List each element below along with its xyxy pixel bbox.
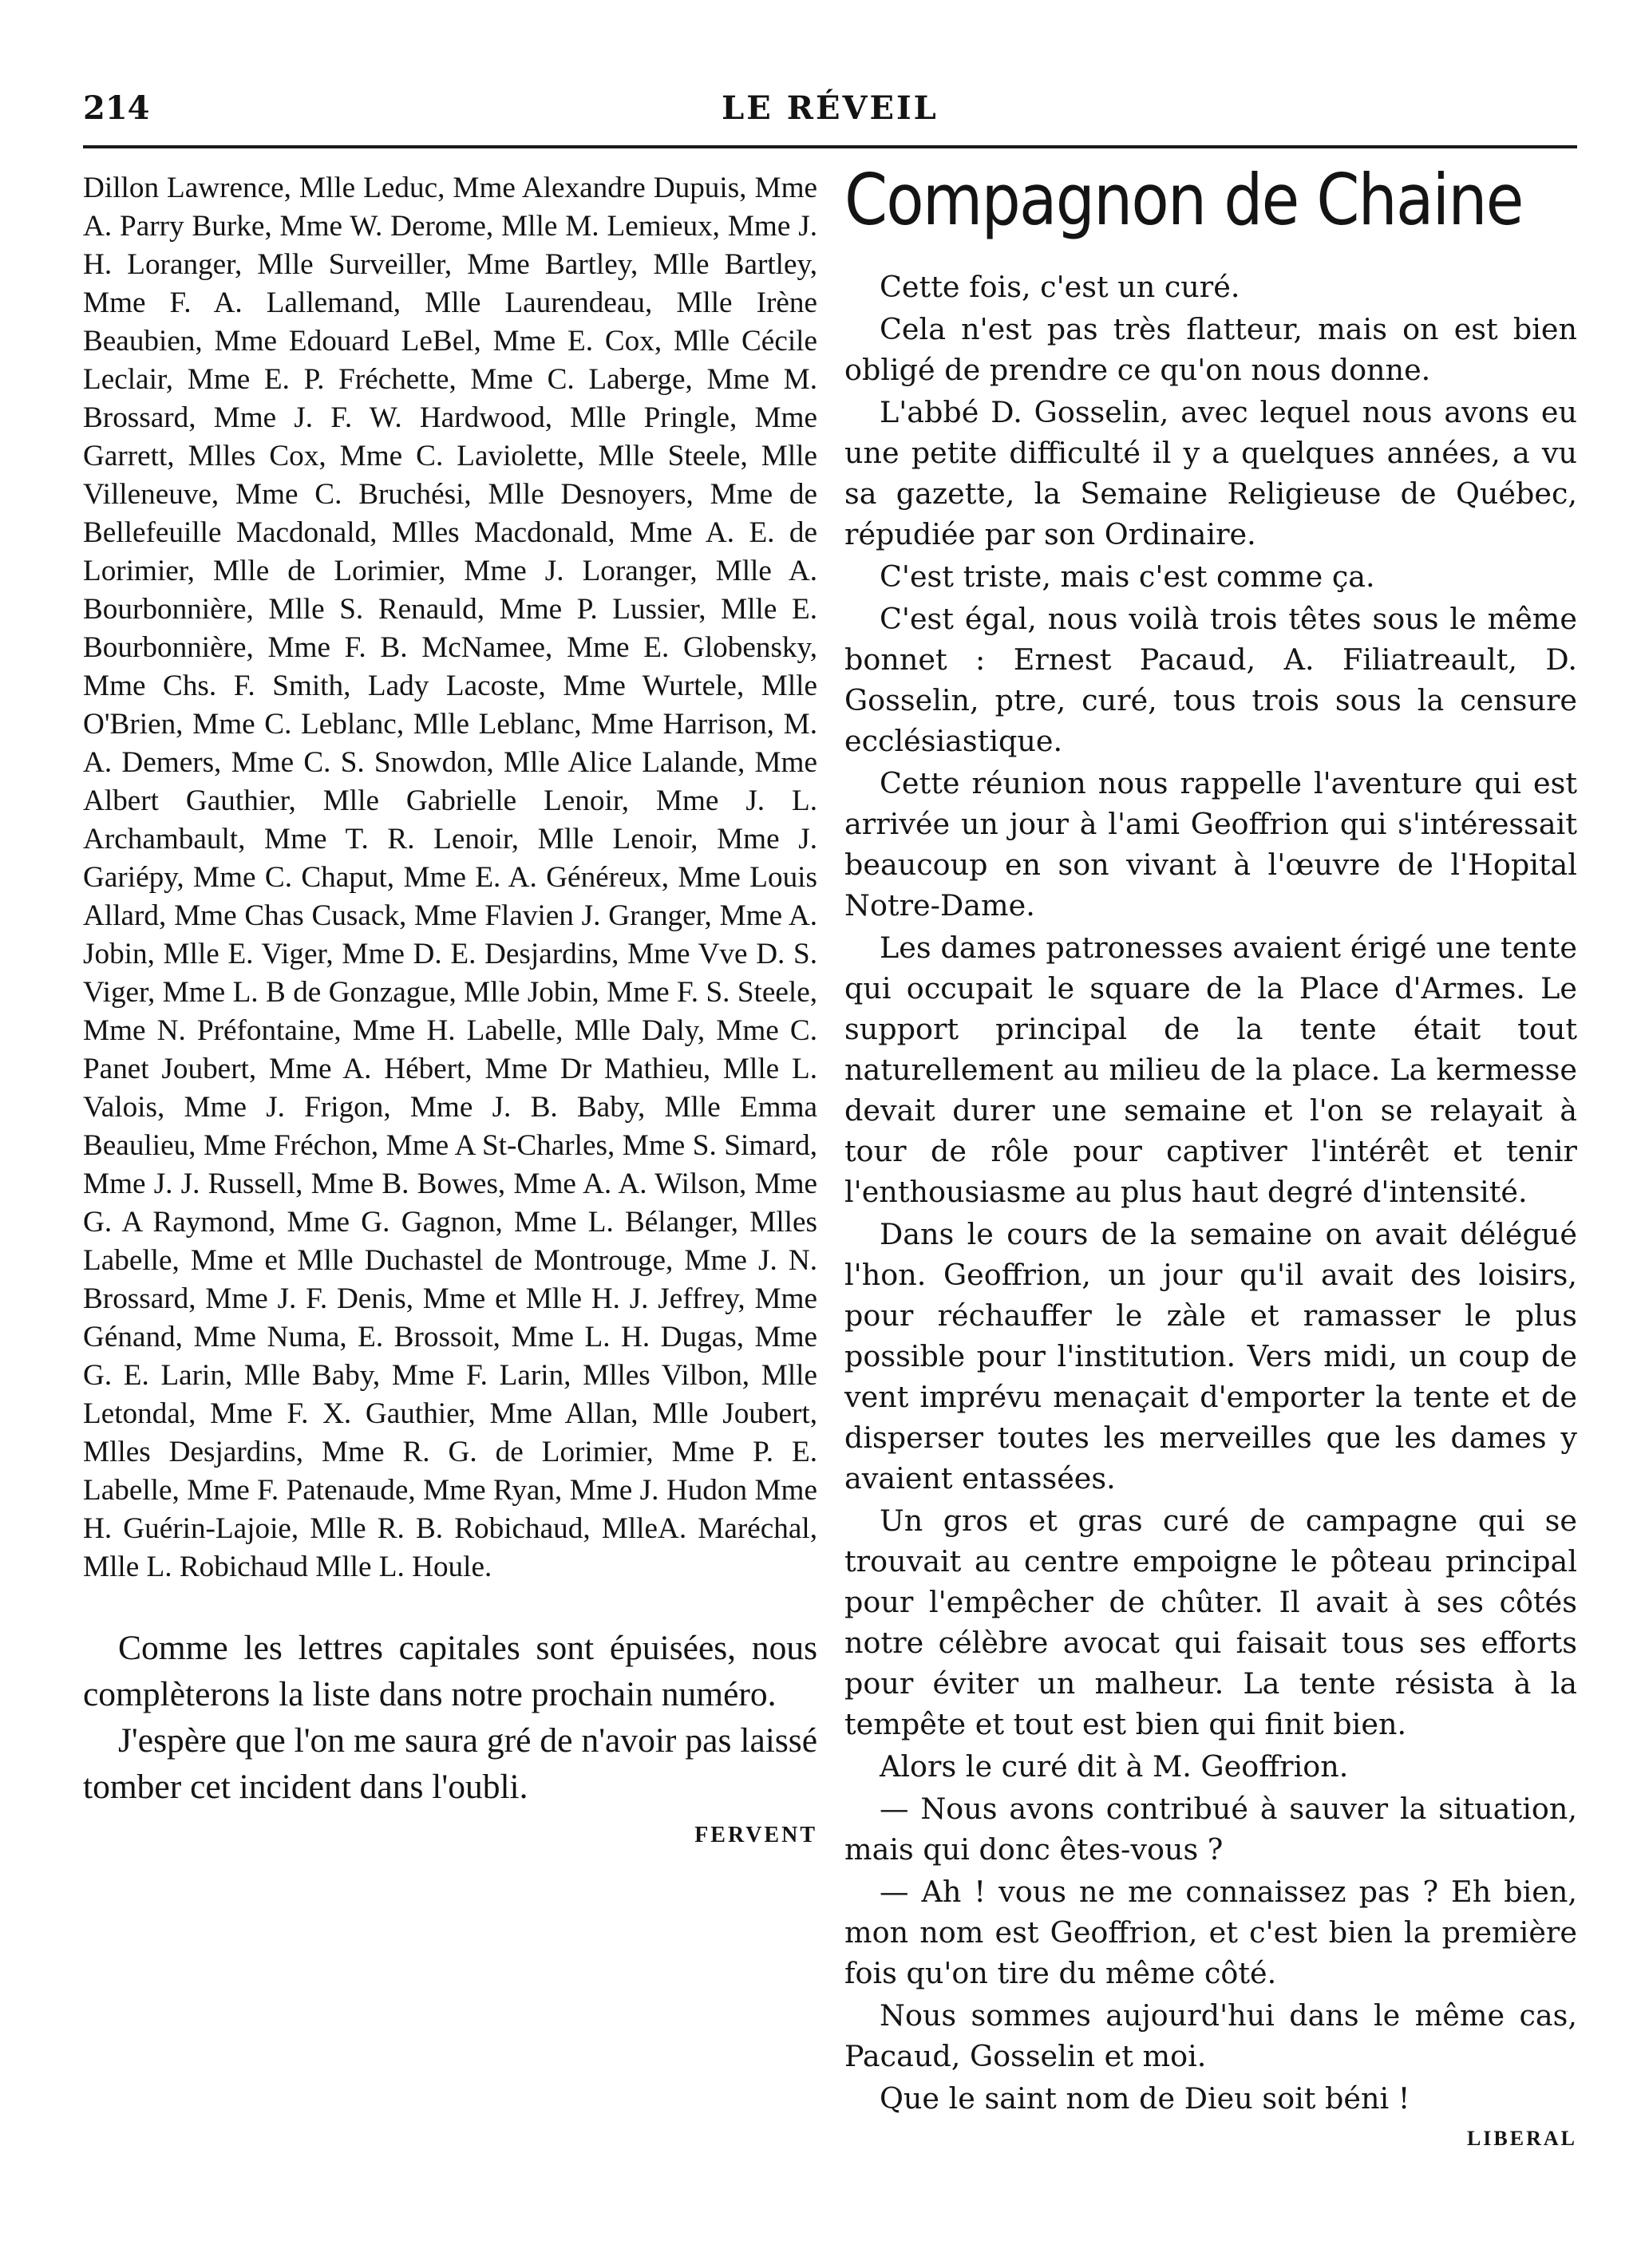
article-paragraph: — Nous avons contribué à sauver la situation, mais qui donc êtes-vous ? (844, 1792, 1577, 1867)
article-paragraph: Dans le cours de la semaine on avait délégué l'hon. Geoffrion, un jour qu'il avait des loisirs, pour réchauffer le zàle et ramasser le plus possible pour l'institution. Vers midi, un coup de vent imprévu menaçait d'emporter la tente et de disperser toutes les merveilles que les dames y avaient entassées. (844, 1217, 1577, 1496)
running-title: LE RÉVEIL (722, 89, 939, 127)
page-number: 214 (83, 89, 150, 127)
article-paragraph: Alors le curé dit à M. Geoffrion. (880, 1749, 1349, 1784)
article-paragraph: C'est égal, nous voilà trois têtes sous le même bonnet : Ernest Pacaud, A. Filiatreault, D. Gosselin, ptre, curé, tous trois sous la censure ecclésiastique. (844, 602, 1577, 758)
article-paragraph: Que le saint nom de Dieu soit béni ! (880, 2081, 1410, 2116)
article-paragraph: Cette réunion nous rappelle l'aventure qui est arrivée un jour à l'ami Geoffrion qui s'intéressait beaucoup en son vivant à l'œuvre de l'Hopital Notre-Dame. (844, 766, 1577, 923)
editor-note-1: Comme les lettres capitales sont épuisées, nous complèterons la liste dans notre prochain numéro. (83, 1629, 817, 1713)
signature-fervent: FERVENT (694, 1823, 817, 1847)
header-rule (83, 145, 1577, 148)
page-header (83, 89, 1577, 134)
article-paragraph: C'est triste, mais c'est comme ça. (880, 559, 1375, 594)
article-paragraph: — Ah ! vous ne me connaissez pas ? Eh bien, mon nom est Geoffrion, et c'est bien la première fois qu'on tire du même côté. (844, 1875, 1577, 1990)
patronesses-list: Dillon Lawrence, Mlle Leduc, Mme Alexandre Dupuis, Mme A. Parry Burke, Mme W. Derome, Mlle M. Lemieux, Mme J. H. Loranger, Mlle Surveiller, Mme Bartley, Mlle Bartley, Mme F. A. Lallemand, Mlle Laurendeau, Mlle Irène Beaubien, Mme Edouard LeBel, Mme E. Cox, Mlle Cécile Leclair, Mme E. P. Fréchette, Mme C. Laberge, Mme M. Brossard, Mme J. F. W. Hardwood, Mlle Pringle, Mme Garrett, Mlles Cox, Mme C. Laviolette, Mlle Steele, Mlle Villeneuve, Mme C. Bruchési, Mlle Desnoyers, Mme de Bellefeuille Macdonald, Mlles Macdonald, Mme A. E. de Lorimier, Mlle de Lorimier, Mme J. Loranger, Mlle A. Bourbonnière, Mlle S. Renauld, Mme P. Lussier, Mlle E. Bourbonnière, Mme F. B. McNamee, Mme E. Globensky, Mme Chs. F. Smith, Lady Lacoste, Mme Wurtele, Mlle O'Brien, Mme C. Leblanc, Mlle Leblanc, Mme Harrison, M. A. Demers, Mme C. S. Snowdon, Mlle Alice Lalande, Mme Albert Gauthier, Mlle Gabrielle Lenoir, Mme J. L. Archambault, Mme T. R. Lenoir, Mlle Lenoir, Mme J. Gariépy, Mme C. Chaput, Mme E. A. Généreux, Mme Louis Allard, Mme Chas Cusack, Mme Flavien J. Granger, Mme A. Jobin, Mlle E. Viger, Mme D. E. Desjardins, Mme Vve D. S. Viger, Mme L. B de Gonzague, Mlle Jobin, Mme F. S. Steele, Mme N. Préfontaine, Mme H. Labelle, Mlle Daly, Mme C. Panet Joubert, Mme A. Hébert, Mme Dr Mathieu, Mlle L. Valois, Mme J. Frigon, Mme J. B. Baby, Mlle Emma Beaulieu, Mme Fréchon, Mme A St-Charles, Mme S. Simard, Mme J. J. Russell, Mme B. Bowes, Mme A. A. Wilson, Mme G. A Raymond, Mme G. Gagnon, Mme L. Bélanger, Mlles Labelle, Mme et Mlle Duchastel de Montrouge, Mme J. N. Brossard, Mme J. F. Denis, Mme et Mlle H. J. Jeffrey, Mme Génand, Mme Numa, E. Brossoit, Mme L. H. Dugas, Mme G. E. Larin, Mlle Baby, Mme F. Larin, Mlles Vilbon, Mlle Letondal, Mme F. X. Gauthier, Mme Allan, Mlle Joubert, Mlles Desjardins, Mme R. G. de Lorimier, Mme P. E. Labelle, Mme F. Patenaude, Mme Ryan, Mme J. Hudon Mme H. Guérin-Lajoie, Mlle R. B. Robichaud, MlleA. Maréchal, Mlle L. Robichaud Mlle L. Houle. (83, 172, 817, 1583)
article-paragraph: Un gros et gras curé de campagne qui se trouvait au centre empoigne le pôteau principal pour l'empêcher de chûter. Il avait à ses côtés notre célèbre avocat qui faisait tous ses efforts pour éviter un malheur. La tente résista à la tempête et tout est bien qui finit bien. (844, 1503, 1577, 1741)
signature-liberal: LIBERAL (1466, 2127, 1577, 2150)
article-paragraph: Nous sommes aujourd'hui dans le même cas, Pacaud, Gosselin et moi. (844, 1998, 1577, 2073)
editor-note-2: J'espère que l'on me saura gré de n'avoir pas laissé tomber cet incident dans l'oubli. (83, 1721, 817, 1806)
article-headline: Compagnon de Chaine (844, 159, 1523, 241)
right-column (844, 156, 1577, 2151)
article-paragraph: L'abbé D. Gosselin, avec lequel nous avons eu une petite difficulté il y a quelques années, a vu sa gazette, la Semaine Religieuse de Québec, répudiée par son Ordinaire. (844, 395, 1577, 551)
article-paragraph: Cela n'est pas très flatteur, mais on est bien obligé de prendre ce qu'on nous donne. (844, 312, 1577, 387)
article-paragraph: Cette fois, c'est un curé. (880, 270, 1240, 304)
left-column (83, 169, 817, 1848)
article-paragraph: Les dames patronesses avaient érigé une tente qui occupait le square de la Place d'Armes. Le support principal de la tente était tout naturellement au milieu de la place. La kermesse devait durer une semaine et l'on se relayait à tour de rôle pour captiver l'intérêt et tenir l'enthousiasme au plus haut degré d'intensité. (844, 931, 1577, 1209)
